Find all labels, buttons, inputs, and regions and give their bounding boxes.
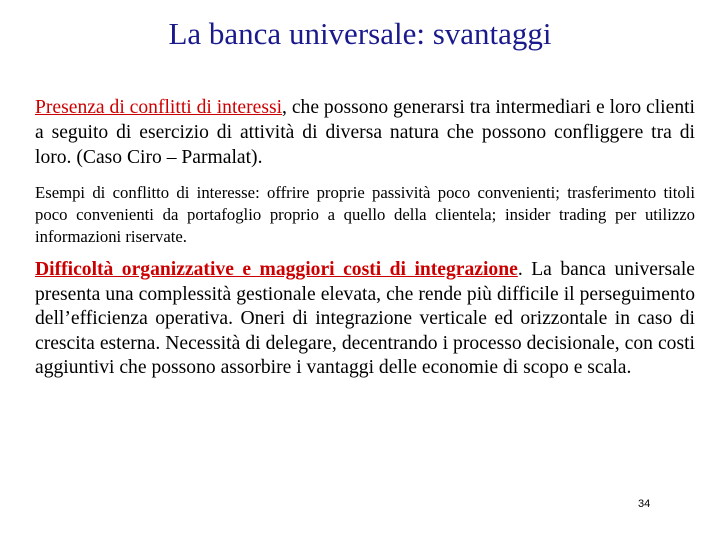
paragraph-conflicts bbox=[35, 95, 695, 170]
slide-title: La banca universale: svantaggi bbox=[168, 16, 552, 51]
paragraph-conflicts-text: , che possono generarsi tra intermediari e loro clienti a seguito di esercizio di attività di diversa natura che possono confliggere tra di loro. (Caso Ciro – Parmalat). bbox=[35, 97, 695, 168]
paragraph-organization-lead: Difficoltà organizzative e maggiori costi di integrazione bbox=[35, 259, 518, 280]
page-number: 34 bbox=[638, 498, 651, 510]
paragraph-examples-text: Esempi di conflitto di interesse: offrire proprie passività poco convenienti; trasferimento titoli poco convenienti da portafoglio proprio a quello della clientela; insider trading per utilizzo informazioni riservate. bbox=[35, 183, 695, 246]
paragraph-organization-text: . La banca universale presenta una complessità gestionale elevata, che rende più difficile il perseguimento dell’efficienza operativa. Oneri di integrazione verticale ed orizzontale in caso di crescita esterna. Necessità di delegare, decentrando i processo decisionale, con costi aggiuntivi che possono assorbire i vantaggi delle economie di scopo e scala. bbox=[35, 259, 695, 378]
paragraph-examples bbox=[35, 182, 695, 248]
paragraph-organization bbox=[35, 258, 695, 381]
paragraph-conflicts-lead: Presenza di conflitti di interessi bbox=[35, 97, 283, 118]
